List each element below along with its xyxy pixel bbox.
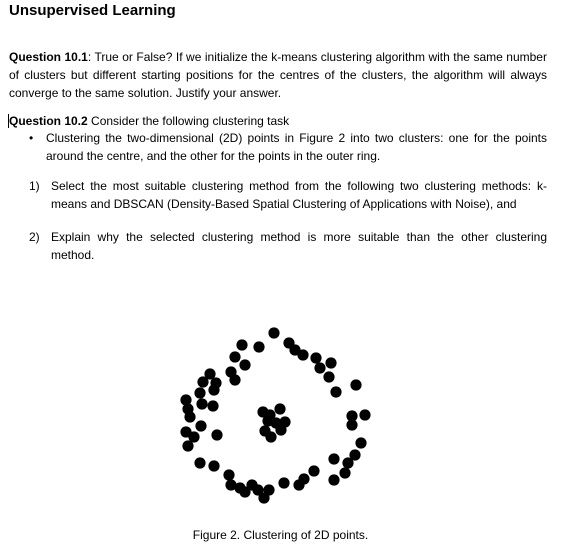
center-point [265,431,276,442]
question-10-2 [9,113,289,129]
bullet-item [29,129,547,165]
outer-ring-point [328,474,339,485]
page-title: Unsupervised Learning [9,2,176,19]
outer-ring-point [196,398,207,409]
outer-ring-point [328,453,339,464]
outer-ring-point [180,426,191,437]
outer-ring-point [253,341,264,352]
outer-ring-point [342,457,353,468]
item-number: 2) [29,230,40,244]
outer-ring-point [194,387,205,398]
outer-ring-point [330,386,341,397]
bullet-dot: • [29,131,34,145]
outer-ring-point [239,486,250,497]
question-10-2-label: Question 10.2 [9,114,88,128]
outer-ring-point [314,362,325,373]
outer-ring-point [182,440,193,451]
outer-ring-point [346,419,357,430]
question-10-1 [9,48,547,102]
outer-ring-point [252,484,263,495]
question-10-1-text: : True or False? If we initialize the k-means clustering algorithm with the same number of clusters but different starting positions for the centres of the clusters, the algorithm will always converge to the same solution. Justify your answer. [9,50,547,100]
item-number: 1) [29,179,40,193]
center-point [275,424,286,435]
outer-ring-point [223,469,234,480]
outer-ring-point [239,359,250,370]
outer-ring-point [229,374,240,385]
outer-ring-point [308,465,319,476]
outer-ring-point [208,384,219,395]
bullet-text: Clustering the two-dimensional (2D) points in Figure 2 into two clusters: one for the points around the centre, and the other for the points in the outer ring. [46,131,547,163]
numbered-item-1 [29,177,547,213]
item-text: Select the most suitable clustering method from the following two clustering methods: k-means and DBSCAN (Density-Based Spatial Clustering of Applications with Noise), and [51,179,547,211]
center-point [274,403,285,414]
outer-ring-point [339,467,350,478]
outer-ring-point [325,357,336,368]
outer-ring-point [208,460,219,471]
outer-ring-point [298,473,309,484]
outer-ring-point [355,437,366,448]
outer-ring-point [197,376,208,387]
outer-ring-point [323,371,334,382]
question-10-2-intro: Consider the following clustering task [87,114,290,128]
outer-ring-point [350,379,361,390]
outer-ring-point [268,327,279,338]
question-10-1-label: Question 10.1 [9,50,88,64]
outer-ring-point [236,339,247,350]
outer-ring-point [229,351,240,362]
outer-ring-point [194,457,205,468]
outer-ring-point [207,400,218,411]
outer-ring-point [359,409,370,420]
outer-ring-point [184,411,195,422]
outer-ring-point [297,349,308,360]
figure-caption: Figure 2. Clustering of 2D points. [192,528,369,542]
outer-ring-point [211,429,222,440]
item-text: Explain why the selected clustering method is more suitable than the other clustering method. [51,230,547,262]
outer-ring-point [195,420,206,431]
clustering-figure [170,325,390,515]
numbered-item-2 [29,228,547,264]
outer-ring-point [278,477,289,488]
outer-ring-point [310,352,321,363]
